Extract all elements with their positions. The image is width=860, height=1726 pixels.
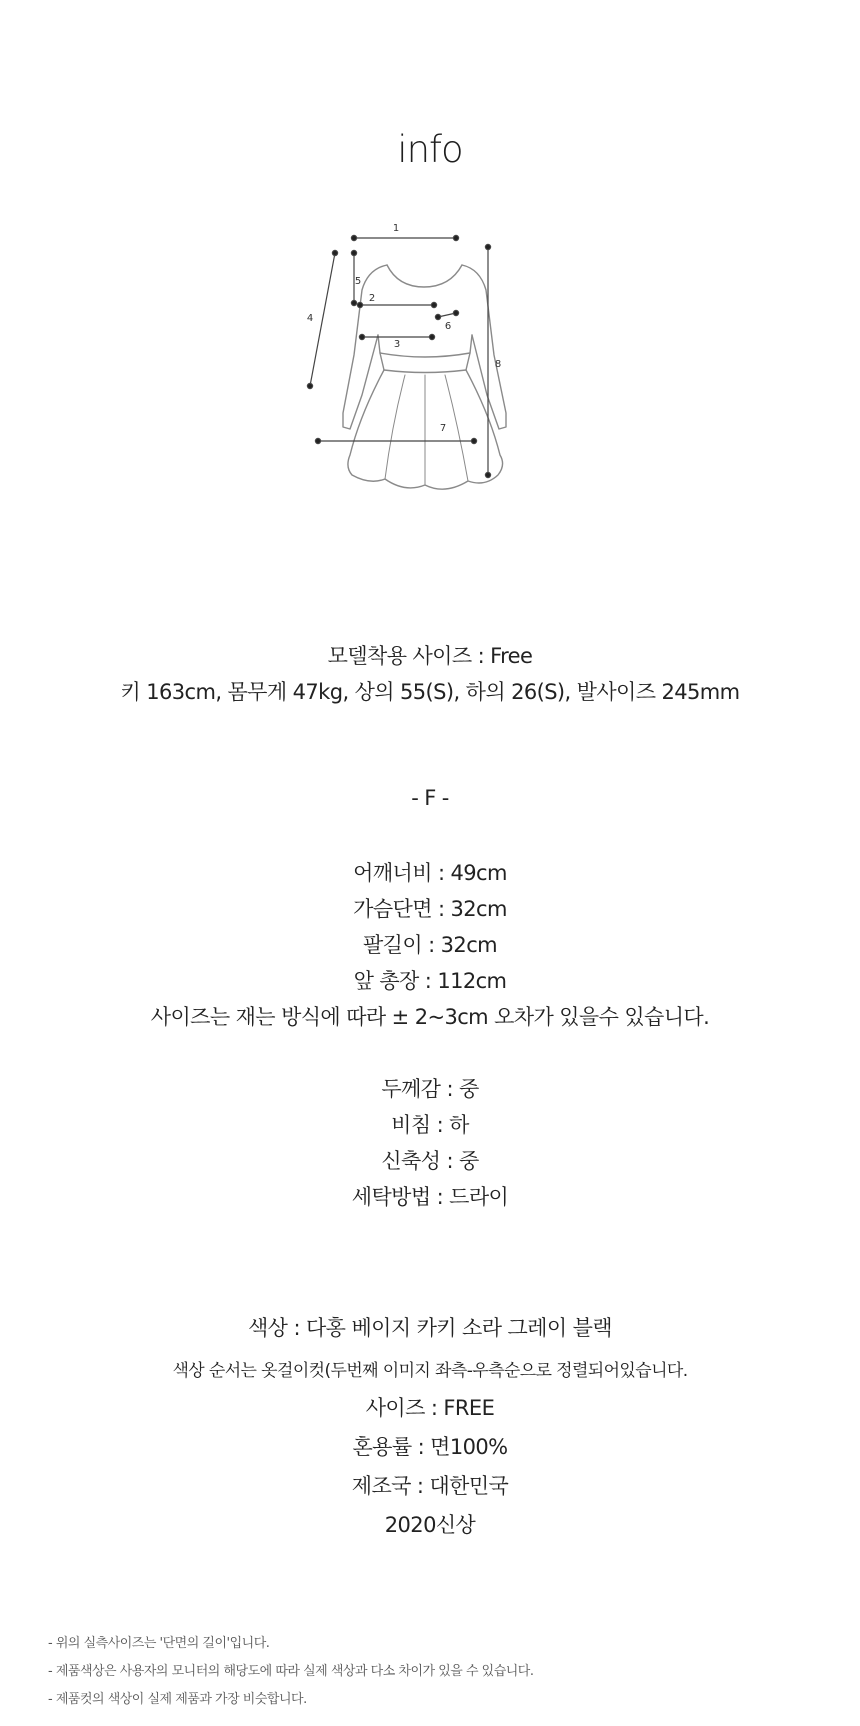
property-thickness: 두께감 : 중 bbox=[381, 1077, 479, 1101]
product-origin: 제조국 : 대한민국 bbox=[351, 1474, 509, 1498]
size-header: - F - bbox=[411, 786, 449, 810]
product-color-order: 색상 순서는 옷걸이컷(두번째 이미지 좌측-우측순으로 정렬되어있습니다. bbox=[172, 1361, 688, 1381]
diagram-label-8: 8 bbox=[494, 359, 502, 370]
diagram-label-4: 4 bbox=[306, 313, 314, 324]
diagram-label-2: 2 bbox=[368, 293, 376, 304]
diagram-label-3: 3 bbox=[393, 339, 401, 350]
measurement-length: 앞 총장 : 112cm bbox=[353, 969, 507, 993]
note-item: - 위의 실측사이즈는 '단면의 길이'입니다. bbox=[48, 1636, 270, 1651]
note-item: - 제품컷의 색상이 실제 제품과 가장 비슷합니다. bbox=[48, 1692, 307, 1707]
measurement-shoulder: 어깨너비 : 49cm bbox=[353, 861, 507, 885]
product-colors: 색상 : 다홍 베이지 카키 소라 그레이 블랙 bbox=[248, 1316, 612, 1340]
diagram-label-6: 6 bbox=[444, 321, 452, 332]
model-size: 모델착용 사이즈 : Free bbox=[327, 644, 533, 668]
notes bbox=[48, 1630, 534, 1714]
page-title: info bbox=[397, 128, 463, 171]
product-season: 2020신상 bbox=[384, 1513, 476, 1537]
measurement-chest: 가슴단면 : 32cm bbox=[353, 897, 507, 921]
product-material: 혼용률 : 면100% bbox=[352, 1435, 508, 1459]
property-washing: 세탁방법 : 드라이 bbox=[351, 1185, 509, 1209]
diagram-label-5: 5 bbox=[354, 276, 362, 287]
product-size: 사이즈 : FREE bbox=[365, 1396, 495, 1420]
diagram-label-7: 7 bbox=[439, 423, 447, 434]
measurement-note: 사이즈는 재는 방식에 따라 ± 2~3cm 오차가 있을수 있습니다. bbox=[150, 1005, 710, 1029]
dress-measurement-diagram bbox=[306, 223, 570, 535]
measurement-sleeve: 팔길이 : 32cm bbox=[362, 933, 497, 957]
model-stats: 키 163cm, 몸무게 47kg, 상의 55(S), 하의 26(S), 발사이즈 245mm bbox=[120, 680, 740, 704]
note-item: - 제품색상은 사용자의 모니터의 해당도에 따라 실제 색상과 다소 차이가 있을 수 있습니다. bbox=[48, 1664, 534, 1679]
property-stretch: 신축성 : 중 bbox=[381, 1149, 479, 1173]
property-sheerness: 비침 : 하 bbox=[391, 1113, 469, 1137]
diagram-label-1: 1 bbox=[392, 223, 400, 234]
